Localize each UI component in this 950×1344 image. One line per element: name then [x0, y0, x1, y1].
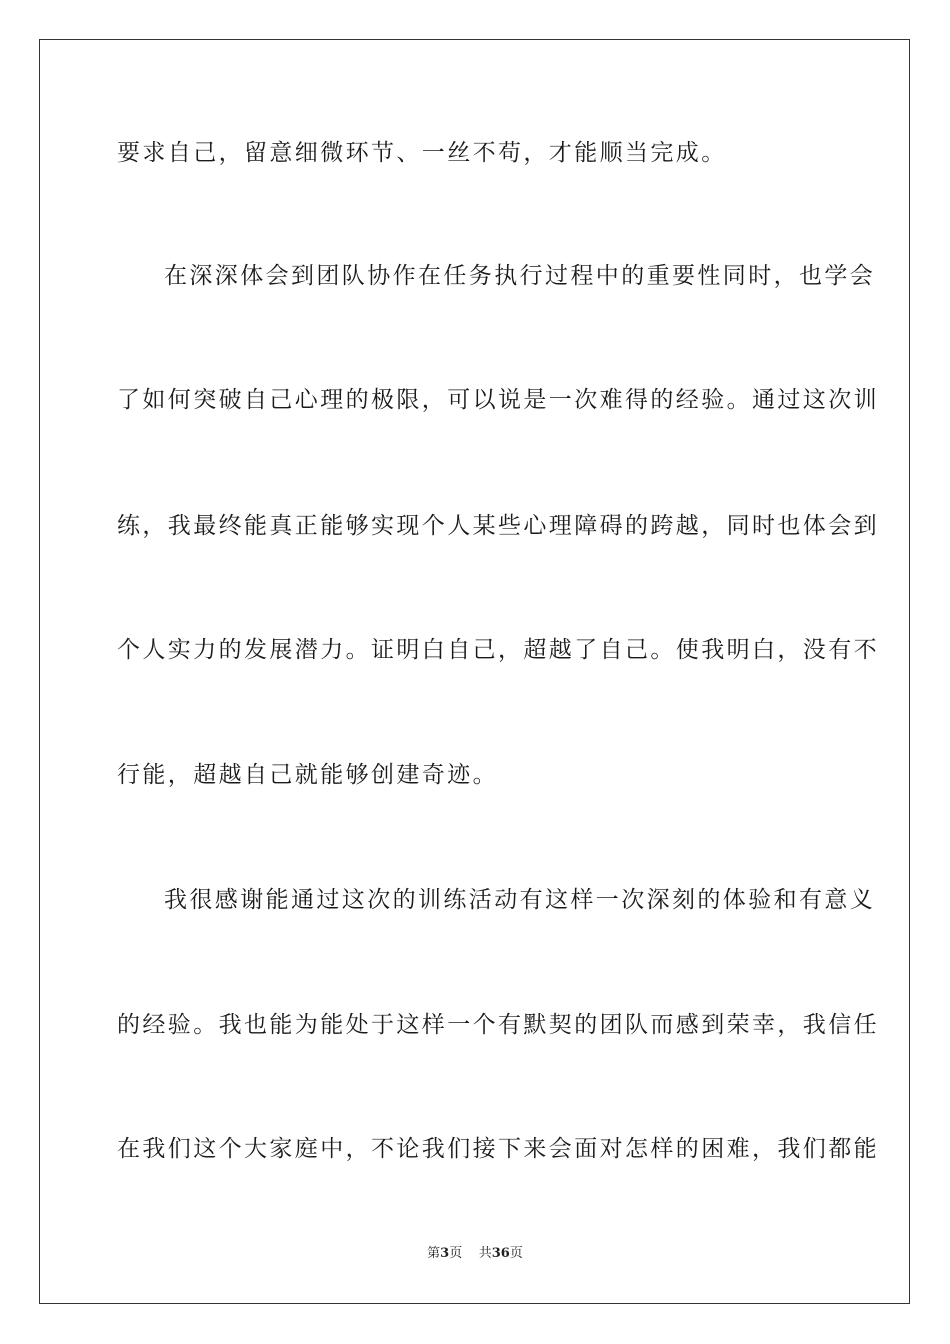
text-line-3: 了如何突破自己心理的极限，可以说是一次难得的经验。通过这次训 — [117, 387, 879, 413]
page-number: 3 — [440, 1246, 450, 1261]
total-suffix: 页 — [509, 1246, 523, 1261]
page-footer — [0, 1245, 950, 1263]
total-pages: 36 — [491, 1246, 510, 1261]
text-line-6: 行能，超越自己就能够创建奇迹。 — [117, 762, 498, 788]
text-line-4: 练，我最终能真正能够实现个人某些心理障碍的跨越，同时也体会到 — [117, 513, 879, 539]
text-line-1: 要求自己，留意细微环节、一丝不苟，才能顺当完成。 — [117, 140, 727, 166]
page-border — [39, 39, 910, 1304]
text-line-5: 个人实力的发展潜力。证明白自己，超越了自己。使我明白，没有不 — [117, 637, 879, 663]
text-line-7: 我很感谢能通过这次的训练活动有这样一次深刻的体验和有意义 — [164, 887, 876, 913]
text-line-8: 的经验。我也能为能处于这样一个有默契的团队而感到荣幸，我信任 — [117, 1012, 879, 1038]
total-prefix: 共 — [478, 1246, 492, 1261]
page-prefix: 第 — [427, 1246, 441, 1261]
text-line-9: 在我们这个大家庭中，不论我们接下来会面对怎样的困难，我们都能 — [117, 1136, 879, 1162]
page-suffix: 页 — [449, 1246, 463, 1261]
text-line-2: 在深深体会到团队协作在任务执行过程中的重要性同时，也学会 — [164, 263, 876, 289]
